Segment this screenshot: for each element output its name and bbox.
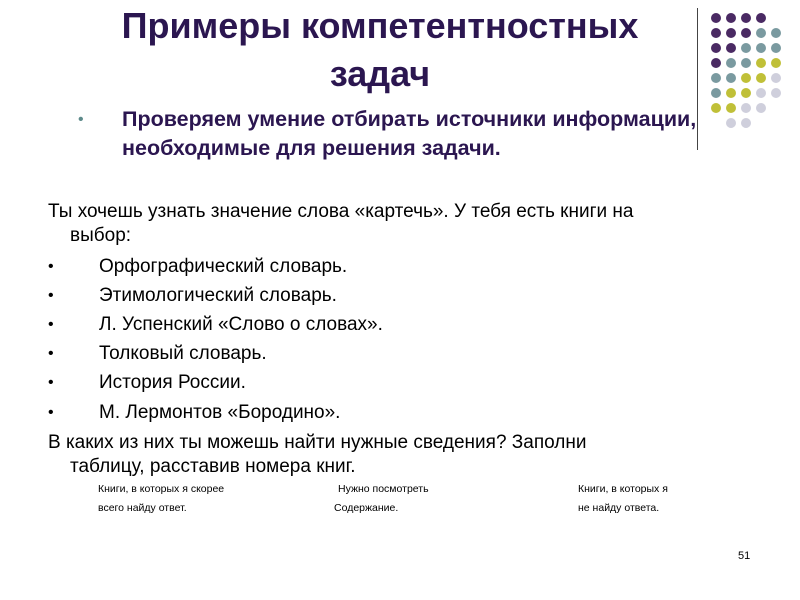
bullet-icon: • <box>48 374 54 391</box>
book-title: Толковый словарь. <box>99 343 267 364</box>
decorative-dot <box>726 58 736 68</box>
decorative-dot <box>726 13 736 23</box>
table-header-check-contents: Нужно посмотреть Содержание. <box>334 483 429 514</box>
decorative-dot <box>771 43 781 53</box>
question-line2: таблицу, расставив номера книг. <box>70 456 356 477</box>
book-title: Этимологический словарь. <box>99 285 337 306</box>
decorative-dot <box>756 103 766 113</box>
decorative-dot <box>741 103 751 113</box>
decorative-dot <box>741 43 751 53</box>
decorative-dot <box>726 43 736 53</box>
subtitle-bullet-icon: • <box>78 111 84 128</box>
decorative-dot <box>756 88 766 98</box>
decorative-dot <box>711 28 721 38</box>
decorative-dot <box>741 88 751 98</box>
decorative-dot <box>741 118 751 128</box>
book-title: Орфографический словарь. <box>99 256 348 277</box>
page-number: 51 <box>738 550 751 562</box>
book-title: Л. Успенский «Слово о словах». <box>99 314 383 335</box>
decorative-dot <box>711 43 721 53</box>
decorative-dot <box>771 88 781 98</box>
intro-line2: выбор: <box>70 225 132 246</box>
bullet-icon: • <box>48 345 54 362</box>
decorative-dot <box>711 103 721 113</box>
book-title: М. Лермонтов «Бородино». <box>99 402 341 423</box>
table-header-not-found: Книги, в которых я не найду ответа. <box>578 483 668 514</box>
decorative-dot <box>771 73 781 83</box>
decorative-dot <box>726 118 736 128</box>
bullet-icon: • <box>48 404 54 421</box>
bullet-icon: • <box>48 258 54 275</box>
bullet-icon: • <box>48 316 54 333</box>
bullet-icon: • <box>48 287 54 304</box>
slide-title-line1: Примеры компетентностных <box>121 5 639 46</box>
decorative-dot <box>741 13 751 23</box>
decorative-dot <box>741 28 751 38</box>
slide-title-line2: задач <box>329 53 431 94</box>
slide-subtitle: Проверяем умение отбирать источники информации, необходимые для решения задачи. <box>122 107 697 160</box>
question-paragraph <box>48 431 748 479</box>
decorative-dot <box>741 58 751 68</box>
decorative-dot <box>756 73 766 83</box>
decorative-dot <box>771 58 781 68</box>
decorative-dot <box>771 28 781 38</box>
decorative-dot <box>756 13 766 23</box>
table-header-likely: Книги, в которых я скорее всего найду ответ. <box>98 483 225 514</box>
question-line1: В каких из них ты можешь найти нужные сведения? Заполни <box>48 432 587 453</box>
decorative-dot <box>726 88 736 98</box>
decorative-dot <box>711 58 721 68</box>
decorative-dot <box>711 73 721 83</box>
decorative-dot <box>711 13 721 23</box>
decorative-dot <box>726 73 736 83</box>
decorative-dot-grid <box>711 13 775 129</box>
decorative-dot <box>726 28 736 38</box>
decorative-dot <box>756 43 766 53</box>
decorative-dot <box>741 73 751 83</box>
decorative-dot <box>726 103 736 113</box>
decorative-dot <box>711 88 721 98</box>
book-title: История России. <box>99 372 246 393</box>
intro-line1: Ты хочешь узнать значение слова «картечь». У тебя есть книги на <box>48 201 634 222</box>
intro-paragraph <box>48 200 748 248</box>
decorative-dot <box>756 28 766 38</box>
decorative-dot <box>756 58 766 68</box>
